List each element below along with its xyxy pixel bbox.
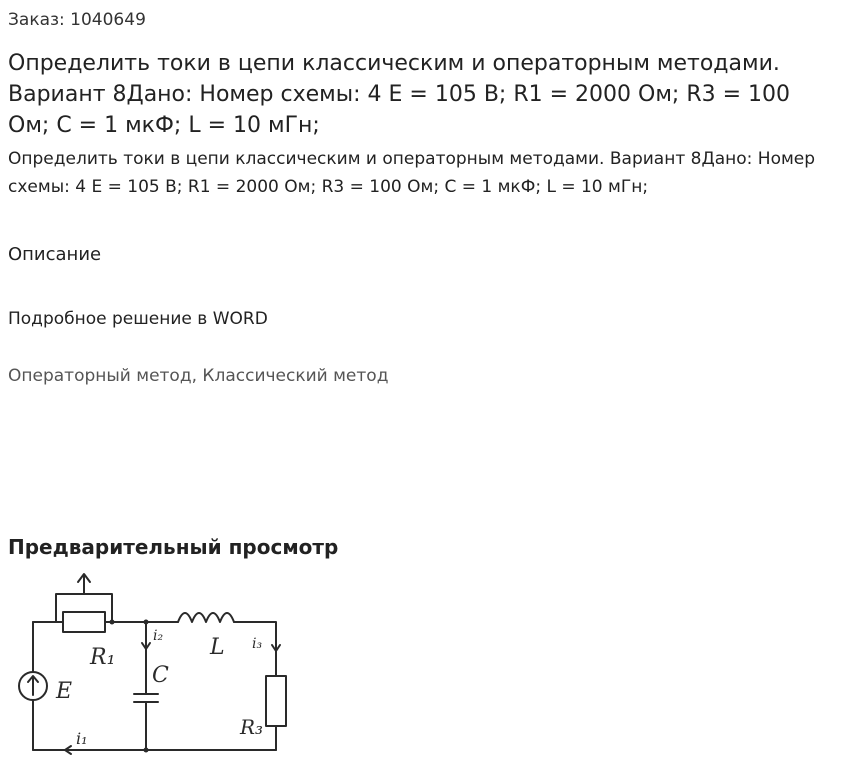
label-r1: R₁ <box>90 645 116 670</box>
tags-list: Операторный метод, Классический метод <box>8 366 389 386</box>
label-i3: i₃ <box>252 636 263 652</box>
label-r3: R₃ <box>240 715 264 739</box>
r1-bypass <box>56 594 112 622</box>
label-e: E <box>56 679 73 704</box>
product-description: Определить токи в цепи классическим и операторным методами. Вариант 8Дано: Номер схемы: 4 E = 105 В; R1 = 2000 Ом; R3 = 100 Ом; C = 1 мкФ; L = 10 мГн; <box>8 149 816 197</box>
i2-arrow <box>142 636 150 649</box>
source-e-arrow <box>28 676 38 695</box>
i3-arrow <box>272 638 280 651</box>
circuit-nodes <box>110 620 149 753</box>
description-section-label: Описание <box>8 244 102 265</box>
order-number: Заказ: 1040649 <box>8 10 146 30</box>
inductor-coil <box>178 613 234 622</box>
label-i1: i₁ <box>76 729 88 748</box>
circuit-diagram <box>8 564 308 760</box>
preview-heading: Предварительный просмотр <box>8 535 339 559</box>
label-c: C <box>152 663 169 688</box>
r3-resistor <box>266 676 286 726</box>
page-title: Определить токи в цепи классическим и операторным методами. Вариант 8Дано: Номер схемы: 4 E = 105 В; R1 = 2000 Ом; R3 = 100 Ом; C = 1 мкФ; L = 10 мГн; <box>8 51 791 138</box>
label-l: L <box>210 635 225 660</box>
circuit-preview-image[interactable] <box>8 564 308 760</box>
label-i2: i₂ <box>153 628 164 644</box>
r1-resistor <box>63 612 105 632</box>
solution-detail: Подробное решение в WORD <box>8 309 268 329</box>
